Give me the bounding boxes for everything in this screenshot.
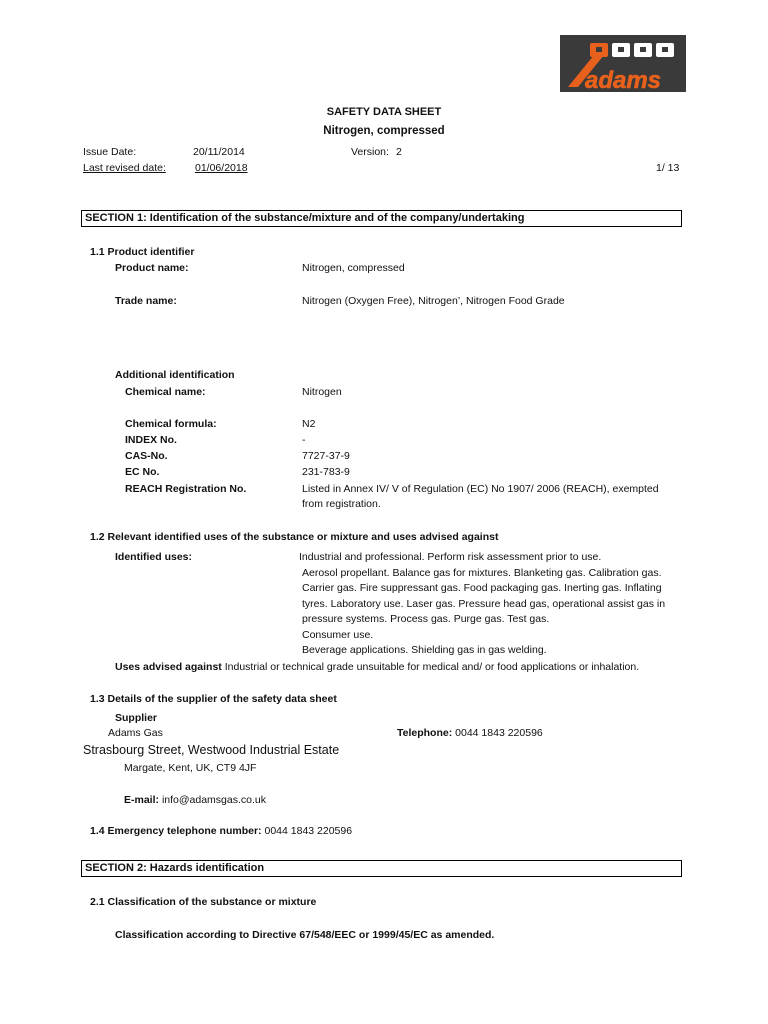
classification-statement: Classification according to Directive 67/548/EEC or 1999/45/EC as amended.: [115, 929, 495, 941]
telephone: [397, 727, 543, 739]
cas-label: CAS-No.: [125, 450, 168, 462]
section-2-heading: SECTION 2: Hazards identification: [81, 860, 682, 877]
version-value: 2: [396, 146, 402, 158]
email-value: info@adamsgas.co.uk: [161, 794, 266, 806]
index-value: -: [302, 434, 306, 446]
revised-date-label: Last revised date:: [83, 162, 166, 174]
identified-use-line: Consumer use.: [302, 629, 374, 641]
doc-title: SAFETY DATA SHEET: [326, 106, 442, 118]
cas-value: 7727-37-9: [302, 450, 350, 462]
section-1-heading: SECTION 1: Identification of the substance/mixture and of the company/undertaking: [81, 210, 682, 227]
ec-value: 231-783-9: [302, 466, 350, 478]
formula-label: Chemical formula:: [125, 418, 217, 430]
s12-title: 1.2 Relevant identified uses of the substance or mixture and uses advised against: [90, 531, 499, 543]
issue-date-label: Issue Date:: [83, 146, 137, 158]
reach-value-line1: Listed in Annex IV/ V of Regulation (EC) No 1907/ 2006 (REACH), exempted: [302, 483, 659, 495]
version-label: Version:: [351, 146, 389, 158]
product-name-value: Nitrogen, compressed: [302, 262, 405, 274]
uses-advised-against: [115, 661, 639, 673]
issue-date-value: 20/11/2014: [193, 146, 245, 158]
city-address: Margate, Kent, UK, CT9 4JF: [124, 762, 257, 774]
s11-title: 1.1 Product identifier: [90, 246, 195, 258]
advised-label: Uses advised against: [115, 661, 222, 673]
identified-use-line: tyres. Laboratory use. Laser gas. Pressure head gas, operational assist gas in: [302, 598, 666, 610]
identified-uses-label: Identified uses:: [115, 551, 193, 563]
telephone-value: 0044 1843 220596: [455, 727, 543, 739]
trade-name-value: Nitrogen (Oxygen Free), Nitrogen’, Nitrogen Food Grade: [302, 295, 565, 307]
additional-identification: Additional identification: [115, 369, 235, 381]
emergency-value: 0044 1843 220596: [264, 825, 353, 837]
ec-label: EC No.: [125, 466, 160, 478]
doc-subtitle: Nitrogen, compressed: [323, 125, 445, 137]
identified-use-line: Beverage applications. Shielding gas in gas welding.: [302, 644, 547, 656]
advised-value: Industrial or technical grade unsuitable for medical and/ or food applications or inhalation.: [224, 661, 640, 673]
identified-use-line: pressure systems. Process gas. Purge gas. Test gas.: [302, 613, 550, 625]
company-logo: [560, 35, 686, 92]
reach-value-line2: from registration.: [302, 498, 381, 510]
revised-date-value: 01/06/2018: [195, 162, 248, 174]
email-label: E-mail:: [124, 794, 160, 806]
chemical-name-value: Nitrogen: [302, 386, 342, 398]
supplier-label: Supplier: [115, 712, 158, 724]
email: [124, 794, 266, 806]
s13-title: 1.3 Details of the supplier of the safety data sheet: [90, 693, 337, 705]
logo-text: adams: [584, 67, 662, 92]
reach-label: REACH Registration No.: [125, 483, 247, 495]
identified-use-line: Aerosol propellant. Balance gas for mixtures. Blanketing gas. Calibration gas.: [302, 567, 662, 579]
page-number: 1/ 13: [656, 162, 680, 174]
street-address: Strasbourg Street, Westwood Industrial Estate: [83, 743, 340, 757]
emergency-label: 1.4 Emergency telephone number:: [90, 825, 262, 837]
trade-name-label: Trade name:: [115, 295, 177, 307]
index-label: INDEX No.: [125, 434, 177, 446]
emergency-telephone: [90, 825, 352, 837]
identified-use-line: Industrial and professional. Perform risk assessment prior to use.: [299, 551, 602, 563]
s21-title: 2.1 Classification of the substance or mixture: [90, 896, 317, 908]
telephone-label: Telephone:: [397, 727, 453, 739]
chemical-name-label: Chemical name:: [125, 386, 206, 398]
product-name-label: Product name:: [115, 262, 189, 274]
formula-value: N2: [302, 418, 316, 430]
company-name: Adams Gas: [108, 727, 163, 739]
identified-use-line: Carrier gas. Fire suppressant gas. Food packaging gas. Inerting gas. Inflating: [302, 582, 662, 594]
